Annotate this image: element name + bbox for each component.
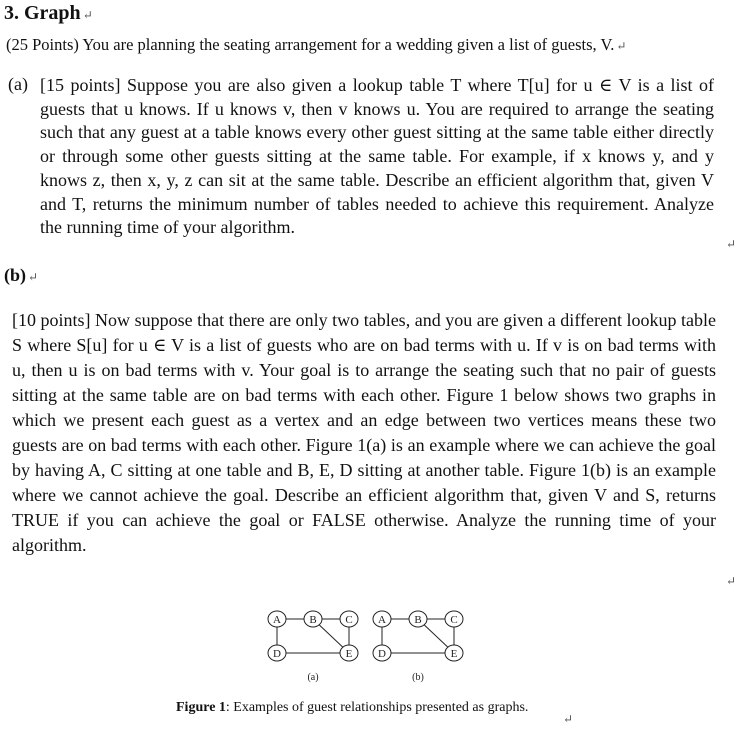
node-label: B: [309, 614, 317, 626]
node-label: C: [450, 614, 458, 626]
paragraph-mark-icon: ↵: [726, 574, 736, 588]
part-b-text: [10 points] Now suppose that there are only two tables, and you are given a different lookup table S where S[u] for u ∈ V is a list of guests who are on bad terms with u. If v is on bad terms with u, then u is on bad terms with v. Your goal is to arrange the seating such that no pair of guests sitting at the same table are on bad terms with each other. Figure 1 below shows two graphs in which we present each guest as a vertex and an edge between two vertices means these two guests are on bad terms with each other. Figure 1(a) is an example where we can achieve the goal by having A, C sitting at one table and B, E, D sitting at another table. Figure 1(b) is an example where we cannot achieve the goal. Describe an efficient algorithm that, given V and S, returns TRUE if you can achieve the goal or FALSE otherwise. Analyze the running time of your algorithm.: [12, 310, 716, 555]
node-label: B: [414, 614, 422, 626]
node-label: A: [273, 614, 281, 626]
part-b-label: (b) ↵: [4, 265, 39, 285]
graph-b-label: (b): [412, 672, 424, 683]
figure-graphs: [255, 605, 475, 690]
paragraph-mark-icon: ↵: [563, 712, 574, 726]
node-label: D: [273, 648, 281, 660]
node-label: E: [345, 648, 353, 660]
graph-a-label: (a): [307, 672, 319, 683]
paragraph-mark-icon: ↵: [726, 237, 736, 251]
paragraph-mark-icon: ↵: [82, 8, 93, 22]
part-a-text: [15 points] Suppose you are also given a lookup table T where T[u] for u ∈ V is a list of guests that u knows. If u knows v, then v knows u. You are required to arrange the seating such that any guest at a table knows every other guest sitting at the same table either directly or through some other guests sitting at the same table. For example, if x knows y, and y knows z, then x, y, z can sit at the same table. Describe an efficient algorithm that, given V and T, returns the minimum number of tables needed to achieve this requirement. Analyze the running time of your algorithm.: [40, 75, 714, 238]
node-label: D: [378, 648, 386, 660]
figure-caption: Figure 1: Examples of guest relationships presented as graphs.: [176, 700, 529, 715]
paragraph-mark-icon: ↵: [28, 270, 39, 284]
node-label: E: [450, 648, 458, 660]
section-title: 3. Graph ↵: [4, 2, 93, 24]
node-label: C: [345, 614, 353, 626]
paragraph-mark-icon: ↵: [616, 39, 627, 53]
node-label: A: [378, 614, 386, 626]
part-a-label: (a): [8, 74, 28, 94]
problem-intro: (25 Points) You are planning the seating arrangement for a wedding given a list of guests, V. ↵: [6, 35, 627, 54]
